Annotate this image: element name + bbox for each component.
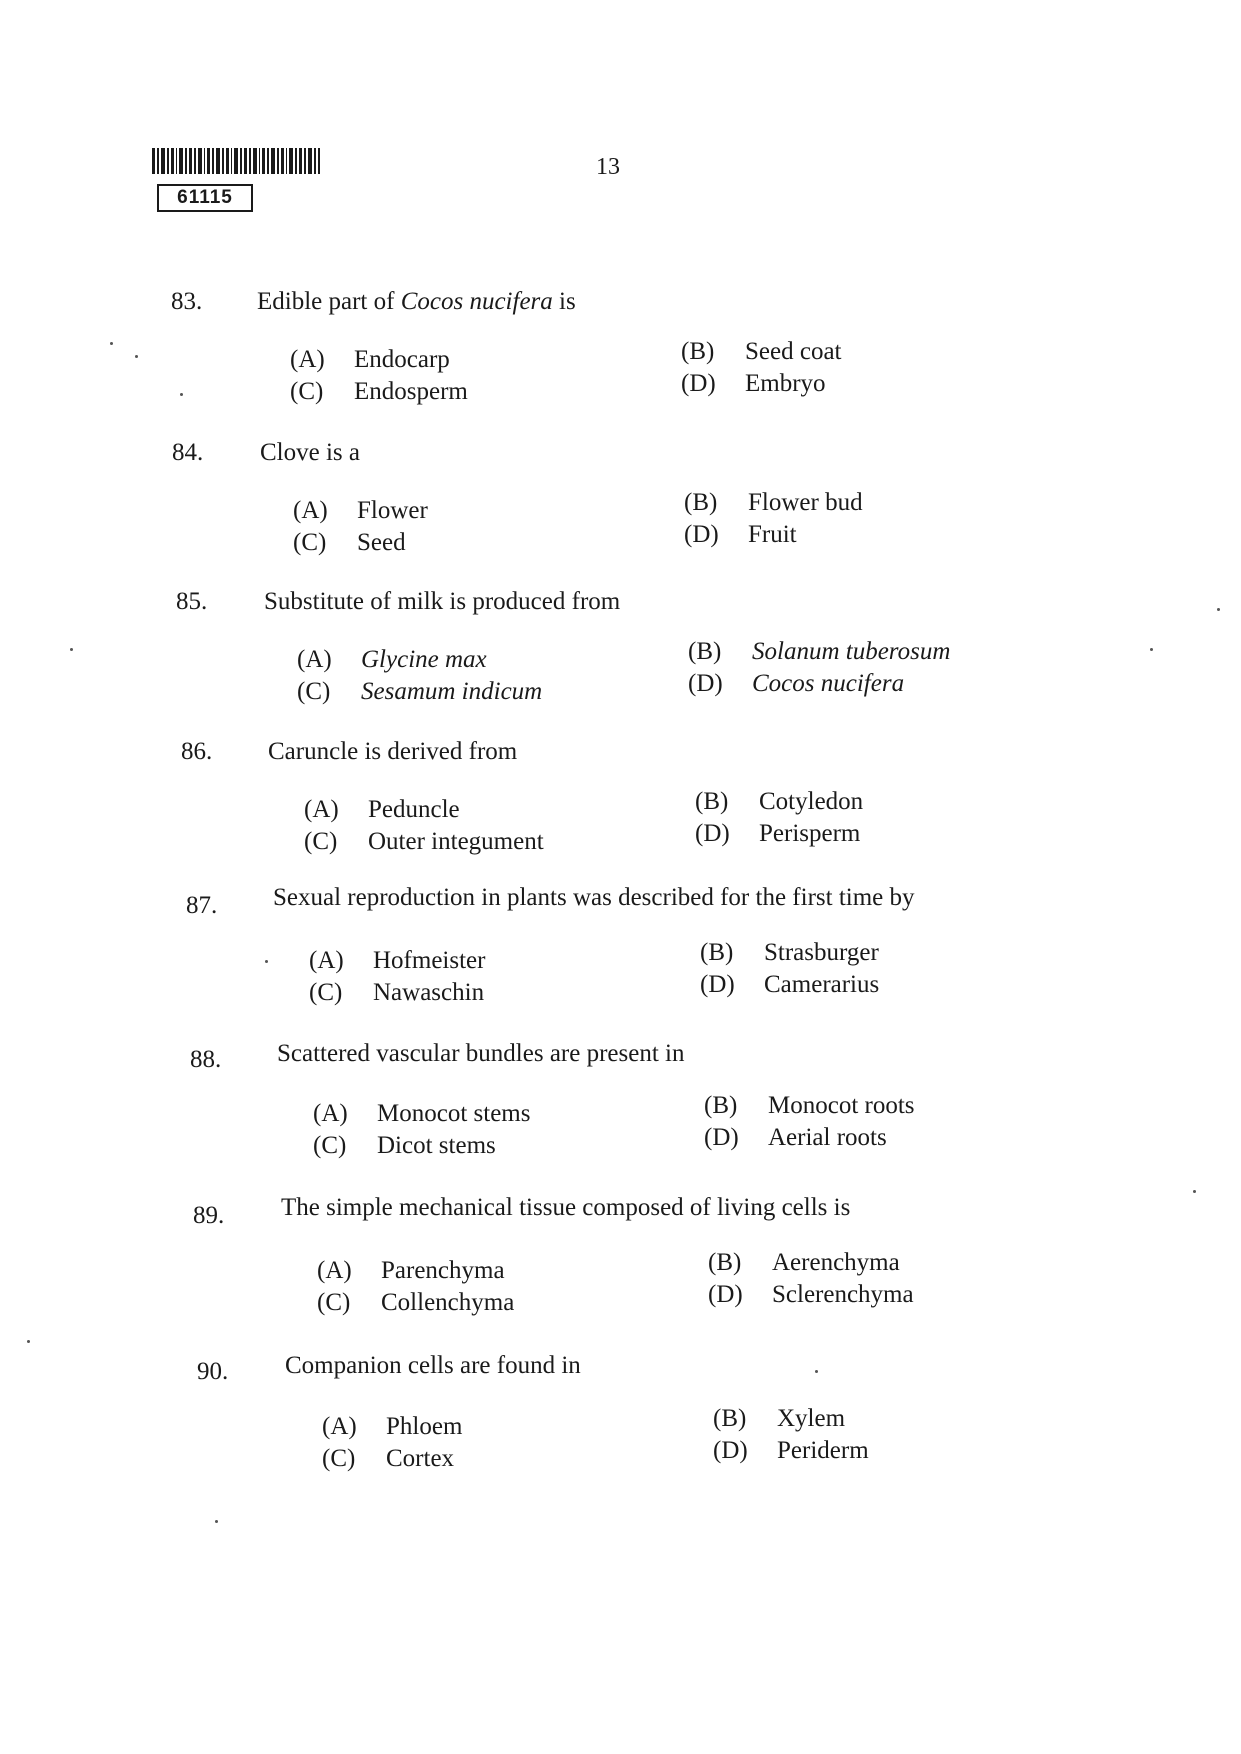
option-b[interactable]: (B) Aerenchyma — [708, 1249, 900, 1276]
question-number: 83. — [171, 288, 203, 315]
question-text: Substitute of milk is produced from — [264, 588, 621, 615]
option-c[interactable]: (C) Endosperm — [290, 378, 468, 405]
barcode — [152, 148, 320, 174]
scan-speck — [265, 960, 268, 963]
option-c[interactable]: (C) Collenchyma — [317, 1289, 515, 1316]
scan-speck — [180, 393, 183, 396]
option-b[interactable]: (B) Cotyledon — [695, 788, 864, 815]
question-number: 84. — [172, 439, 204, 466]
question-text: Caruncle is derived from — [268, 738, 518, 765]
scan-speck — [1217, 608, 1220, 611]
option-d[interactable]: (D) Camerarius — [700, 971, 880, 998]
scan-speck — [1150, 648, 1153, 651]
option-b[interactable]: (B) Flower bud — [684, 489, 863, 516]
paper-code: 61115 — [157, 184, 253, 212]
option-b[interactable]: (B) Seed coat — [681, 338, 842, 365]
option-c[interactable]: (C) Nawaschin — [309, 979, 485, 1006]
scan-speck — [135, 355, 138, 358]
question-number: 86. — [181, 738, 213, 765]
option-d[interactable]: (D) Periderm — [713, 1437, 869, 1464]
question-text: Edible part of Cocos nucifera is — [257, 288, 576, 315]
question-number: 87. — [186, 892, 218, 919]
option-a[interactable]: (A) Monocot stems — [313, 1100, 531, 1127]
scan-speck — [215, 1520, 218, 1523]
scan-speck — [815, 1370, 818, 1373]
scan-speck — [110, 342, 113, 345]
scan-speck — [27, 1340, 30, 1343]
question-number: 90. — [197, 1358, 229, 1385]
question-text: Clove is a — [260, 439, 360, 466]
option-c[interactable]: (C) Seed — [293, 529, 406, 556]
question-text: Sexual reproduction in plants was described for the first time by — [273, 884, 915, 911]
option-b[interactable]: (B) Strasburger — [700, 939, 879, 966]
option-b[interactable]: (B) Solanum tuberosum — [688, 638, 951, 665]
option-b[interactable]: (B) Xylem — [713, 1405, 846, 1432]
option-a[interactable]: (A) Hofmeister — [309, 947, 486, 974]
option-d[interactable]: (D) Perisperm — [695, 820, 861, 847]
option-a[interactable]: (A) Endocarp — [290, 346, 450, 373]
question-text: The simple mechanical tissue composed of living cells is — [281, 1194, 851, 1221]
option-a[interactable]: (A) Peduncle — [304, 796, 460, 823]
option-a[interactable]: (A) Glycine max — [297, 646, 487, 673]
question-text: Scattered vascular bundles are present in — [277, 1040, 685, 1067]
scan-speck — [70, 648, 73, 651]
option-c[interactable]: (C) Sesamum indicum — [297, 678, 543, 705]
option-c[interactable]: (C) Outer integument — [304, 828, 544, 855]
question-number: 85. — [176, 588, 208, 615]
option-a[interactable]: (A) Phloem — [322, 1413, 463, 1440]
option-b[interactable]: (B) Monocot roots — [704, 1092, 915, 1119]
question-number: 89. — [193, 1202, 225, 1229]
option-d[interactable]: (D) Aerial roots — [704, 1124, 887, 1151]
option-c[interactable]: (C) Dicot stems — [313, 1132, 496, 1159]
question-number: 88. — [190, 1046, 222, 1073]
option-d[interactable]: (D) Cocos nucifera — [688, 670, 905, 697]
option-d[interactable]: (D) Fruit — [684, 521, 797, 548]
page-number: 13 — [596, 154, 620, 180]
option-a[interactable]: (A) Flower — [293, 497, 428, 524]
question-text: Companion cells are found in — [285, 1352, 581, 1379]
option-d[interactable]: (D) Sclerenchyma — [708, 1281, 914, 1308]
option-d[interactable]: (D) Embryo — [681, 370, 826, 397]
option-c[interactable]: (C) Cortex — [322, 1445, 455, 1472]
option-a[interactable]: (A) Parenchyma — [317, 1257, 505, 1284]
scan-speck — [1193, 1190, 1196, 1193]
